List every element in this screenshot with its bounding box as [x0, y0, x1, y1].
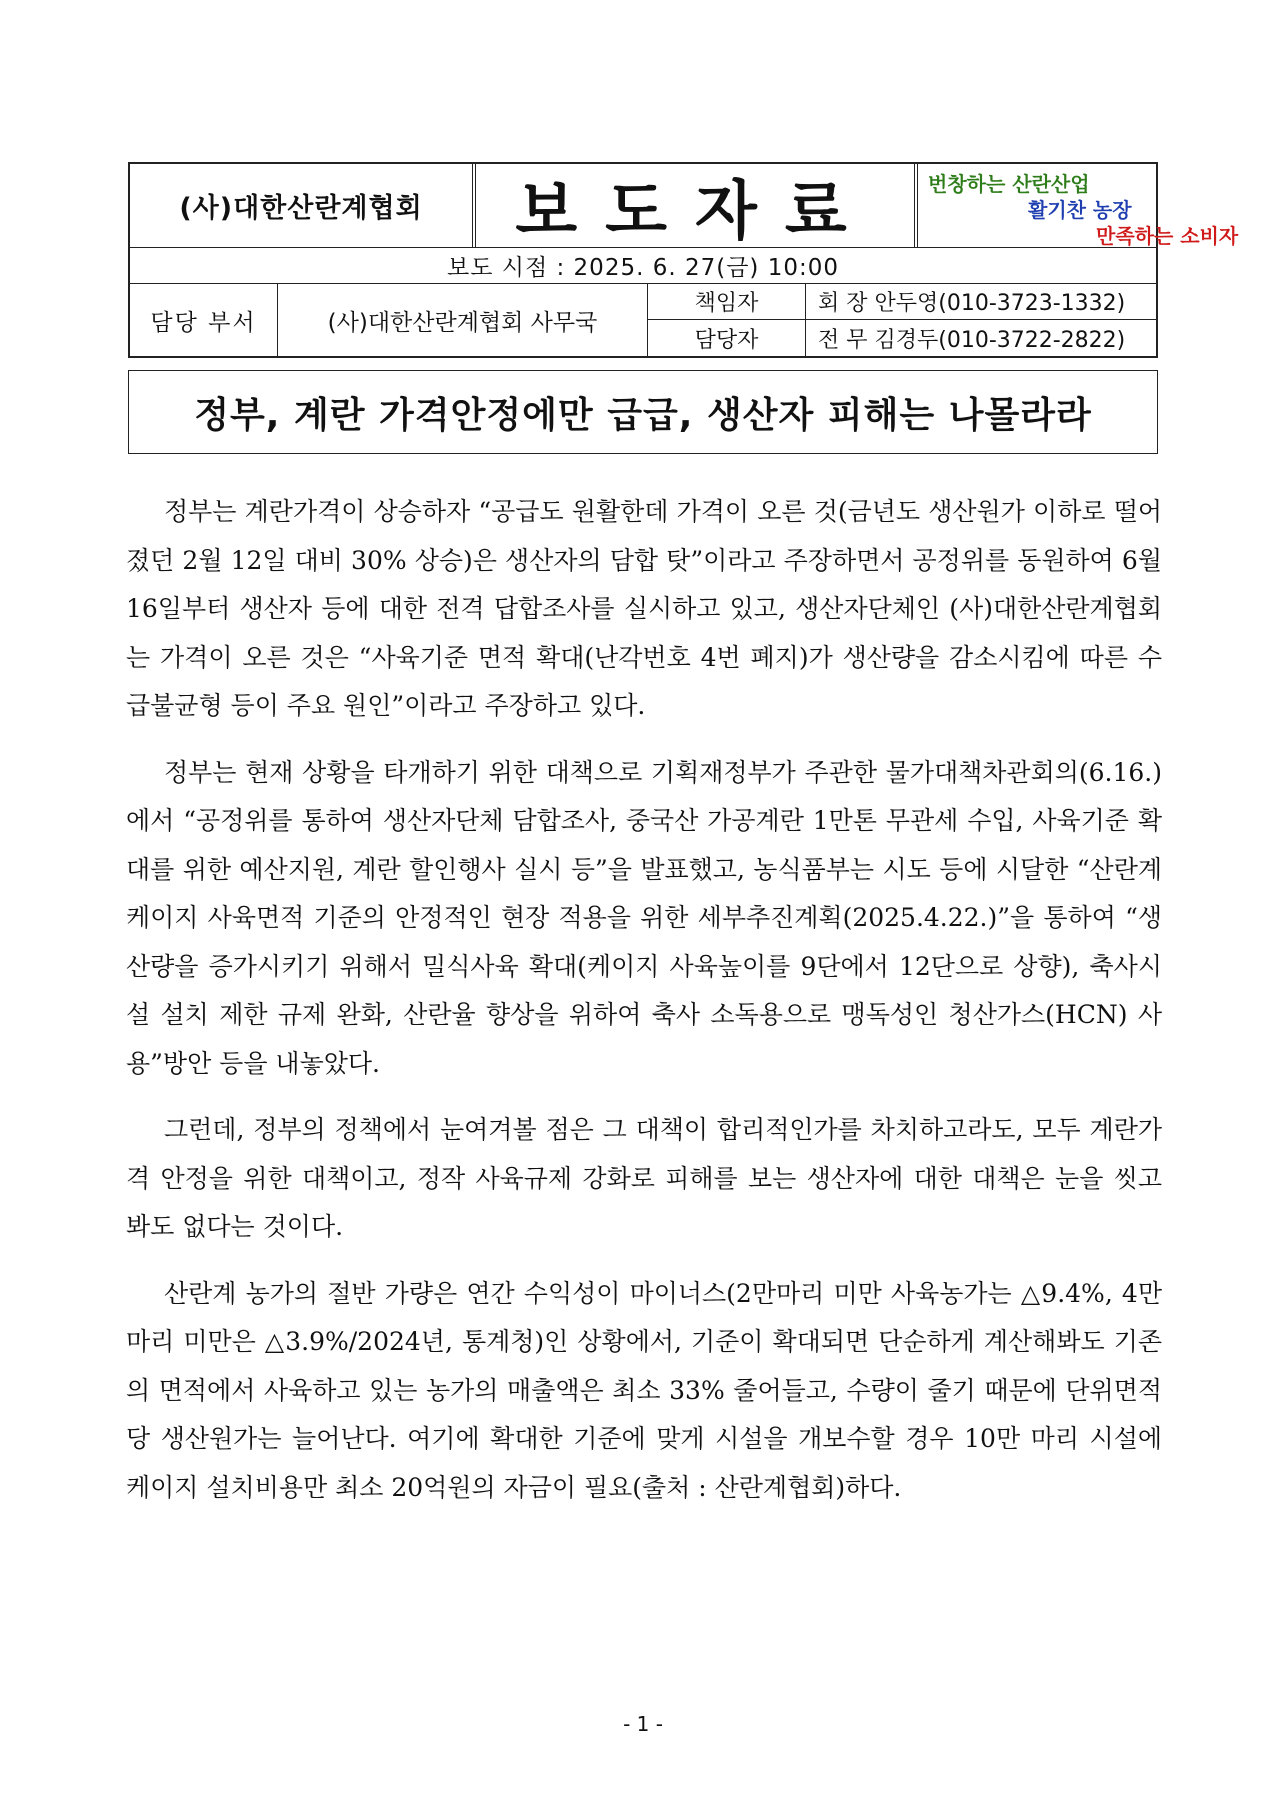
slogan-box	[914, 164, 1239, 248]
paragraph-3: 그런데, 정부의 정책에서 눈여겨볼 점은 그 대책이 합리적인가를 차치하고라도, 모두 계란가격 안정을 위한 대책이고, 정작 사육규제 강화로 피해를 보는 생산자에 대한 대책은 눈을 씻고 봐도 없다는 것이다.	[126, 1115, 1162, 1241]
role-responsible: 책임자	[648, 284, 805, 320]
page-number: - 1 -	[623, 1712, 663, 1736]
headline: 정부, 계란 가격안정에만 급급, 생산자 피해는 나몰라라	[128, 370, 1158, 454]
article-body	[126, 488, 1162, 1530]
press-release-title: 보도자료	[472, 164, 914, 247]
paragraph-2: 정부는 현재 상황을 타개하기 위한 대책으로 기획재정부가 주관한 물가대책차관회의(6.16.)에서 “공정위를 통하여 생산자단체 담합조사, 중국산 가공계란 1만톤 무관세 수입, 사육기준 확대를 위한 예산지원, 계란 할인행사 실시 등”을 발표했고, 농식품부는 시도 등에 시달한 “산란계 케이지 사육면적 기준의 안정적인 현장 적용을 위한 세부추진계획(2025.4.22.)”을 통하여 “생산량을 증가시키기 위해서 밀식사육 확대(케이지 사육높이를 9단에서 12단으로 상향), 축사시설 설치 제한 규제 완화, 산란율 향상을 위하여 축사 소독용으로 맹독성인 청산가스(HCN) 사용”방안 등을 내놓았다.	[126, 757, 1162, 1078]
contact-in-charge: 전 무 김경두(010-3722-2822)	[818, 327, 1126, 353]
slogan-line-2: 활기찬 농장	[1028, 198, 1132, 222]
department-label: 담당 부서	[150, 309, 257, 336]
release-time: 보도 시점 : 2025. 6. 27(금) 10:00	[447, 255, 839, 281]
paragraph-1: 정부는 계란가격이 상승하자 “공급도 원활한데 가격이 오른 것(금년도 생산원가 이하로 떨어졌던 2월 12일 대비 30% 상승)은 생산자의 담합 탓”이라고 주장하면서 공정위를 동원하여 6월 16일부터 생산자 등에 대한 전격 답합조사를 실시하고 있고, 생산자단체인 (사)대한산란계협회는 가격이 오른 것은 “사육기준 면적 확대(난각번호 4번 폐지)가 생산량을 감소시킴에 따른 수급불균형 등이 주요 원인”이라고 주장하고 있다.	[126, 497, 1162, 720]
role-in-charge: 담당자	[694, 327, 759, 353]
slogan-line-3: 만족하는 소비자	[1096, 224, 1239, 248]
paragraph-4: 산란계 농가의 절반 가량은 연간 수익성이 마이너스(2만마리 미만 사육농가는 △9.4%, 4만마리 미만은 △3.9%/2024년, 통계청)인 상황에서, 기준이 확대되면 단순하게 계산해봐도 기존의 면적에서 사육하고 있는 농가의 매출액은 최소 33% 줄어들고, 수량이 줄기 때문에 단위면적당 생산원가는 늘어난다. 여기에 확대한 기준에 맞게 시설을 개보수할 경우 10만 마리 시설에 케이지 설치비용만 최소 20억원의 자금이 필요(출처 : 산란계협회)하다.	[126, 1278, 1162, 1502]
press-info-table	[128, 162, 1239, 358]
department-name: (사)대한산란계협회 사무국	[277, 284, 647, 356]
department-row	[130, 284, 1156, 356]
role-column	[647, 284, 805, 356]
contact-responsible: 회 장 안두영(010-3723-1332)	[806, 284, 1156, 320]
title-row	[130, 164, 1239, 249]
contact-column	[805, 284, 1156, 356]
release-time-row	[130, 248, 1156, 284]
organization-name: (사)대한산란계협회	[179, 193, 423, 224]
slogan-line-1: 번창하는 산란산업	[928, 172, 1090, 196]
